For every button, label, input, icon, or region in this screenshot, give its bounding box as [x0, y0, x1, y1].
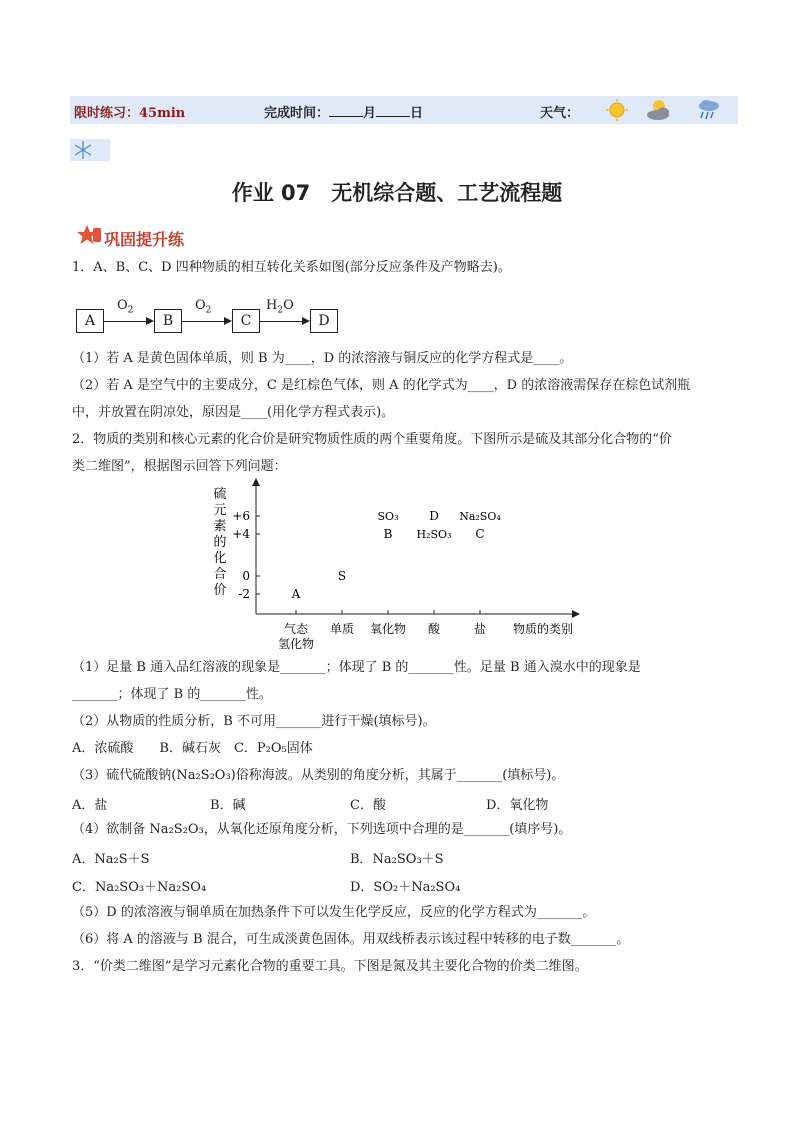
q1-part2-line2: 中，并放置在阴凉处，原因是____(用化学方程式表示)。 — [72, 405, 395, 420]
q2-part4: （4）欲制备 Na₂S₂O₃，从氧化还原角度分析，下列选项中合理的是_______(填序号)。 — [72, 822, 572, 837]
chart-point-H₂SO₃: H₂SO₃ — [416, 528, 452, 541]
flow-arrowhead-3 — [302, 317, 310, 325]
q3-stem: 3．“价类二维图”是学习元素化合物的重要工具。下图是氮及其主要化合物的价类二维图。 — [72, 959, 588, 974]
q1-part1: （1）若 A 是黄色固体单质，则 B 为____，D 的浓溶液与铜反应的化学方程式是____。 — [72, 351, 573, 366]
month-blank — [329, 104, 363, 117]
month-label: 月 — [363, 106, 377, 121]
chart-point-S: S — [337, 569, 347, 583]
completion-label: 完成时间： — [264, 106, 330, 121]
flow-arrow-3 — [260, 321, 302, 322]
flow-arrow-3-label: $H_2O$ — [266, 298, 294, 316]
sun-icon — [604, 98, 630, 122]
q2-p3-option-c: C．酸 — [350, 798, 386, 813]
x-tick-label: 氧化物 — [369, 622, 407, 636]
flow-box-b: B — [154, 309, 182, 333]
q2-p3-option-d: D．氧化物 — [486, 798, 549, 813]
q2-stem-line1: 2．物质的类别和核心元素的化合价是研究物质性质的两个重要角度。下图所示是硫及其部分化合物的“价 — [72, 432, 672, 447]
page-title: 作业 07 无机综合题、工艺流程题 — [231, 181, 563, 205]
q2-part2: （2）从物质的性质分析，B 不可用_______进行干燥(填标号)。 — [72, 714, 436, 729]
section-label: 巩固提升练 — [104, 230, 185, 249]
flow-arrow-1 — [104, 321, 146, 322]
chart-point-SO₃: SO₃ — [377, 510, 399, 523]
x-tick-label: 单质 — [329, 622, 355, 636]
x-axis-label: 物质的类别 — [512, 622, 574, 636]
q2-p3-option-b: B．碱 — [210, 798, 246, 813]
chart-point-Na₂SO₄: Na₂SO₄ — [459, 510, 501, 523]
time-limit: 限时练习：45min — [74, 106, 186, 121]
y-tick-label: +6 — [232, 509, 250, 523]
q2-part5: （5）D 的浓溶液与铜单质在加热条件下可以发生化学反应，反应的化学方程式为_______。 — [72, 905, 596, 920]
x-axis-arrow — [572, 610, 580, 618]
weather-label: 天气： — [540, 106, 580, 121]
q2-part3: （3）硫代硫酸钠(Na₂S₂O₃)俗称海波。从类别的角度分析，其属于_______(填标号)。 — [72, 768, 565, 783]
flow-box-c: C — [232, 309, 260, 333]
y-tick-label: 0 — [242, 569, 250, 583]
day-blank — [376, 104, 410, 117]
flow-arrow-2 — [182, 321, 224, 322]
star-icon — [76, 224, 102, 246]
chart-point-A: A — [291, 587, 301, 601]
y-axis-label: 硫元素的化合价 — [213, 487, 227, 598]
partly-cloudy-icon — [644, 96, 676, 124]
chart-point-C: C — [475, 527, 485, 541]
q2-p4-option-a: A．Na₂S＋S — [72, 852, 150, 867]
completion-time — [264, 102, 423, 121]
flow-box-a: A — [76, 309, 104, 333]
flow-box-d: D — [310, 309, 338, 333]
q2-stem-line2: 类二维图”，根据图示回答下列问题： — [72, 459, 287, 474]
q2-part2-options: A．浓硫酸 B．碱石灰 C．P₂O₅固体 — [72, 741, 313, 756]
chart-point-B: B — [383, 527, 393, 541]
flow-arrow-2-label: $O_2$ — [195, 298, 212, 316]
x-tick-label: 酸 — [427, 622, 441, 636]
flow-arrowhead-2 — [224, 317, 232, 325]
flow-arrowhead-1 — [146, 317, 154, 325]
rain-icon — [696, 97, 722, 123]
q2-p4-option-b: B．Na₂SO₃＋S — [350, 852, 444, 867]
q1-stem: 1．A、B、C、D 四种物质的相互转化关系如图(部分反应条件及产物略去)。 — [72, 260, 511, 275]
y-tick-label: -2 — [238, 587, 250, 601]
q1-part2-line1: （2）若 A 是空气中的主要成分，C 是红棕色气体，则 A 的化学式为____，D 的浓溶液需保存在棕色试剂瓶 — [72, 378, 691, 393]
q2-p3-option-a: A．盐 — [72, 798, 108, 813]
chart-point-D: D — [429, 509, 439, 523]
y-tick-label: +4 — [232, 527, 250, 541]
q2-part1-line1: （1）足量 B 通入品红溶液的现象是_______；体现了 B 的_______性。足量 B 通入溴水中的现象是 — [72, 660, 641, 675]
q2-p4-option-c: C．Na₂SO₃＋Na₂SO₄ — [72, 880, 207, 895]
q2-part1-line2: _______；体现了 B 的_______性。 — [72, 687, 272, 702]
y-axis-arrow — [252, 478, 260, 486]
q2-part6: （6）将 A 的溶液与 B 混合，可生成淡黄色固体。用双线桥表示该过程中转移的电子数_______。 — [72, 932, 630, 947]
x-tick-label: 气态氢化物 — [277, 622, 315, 651]
q2-p4-option-d: D．SO₂＋Na₂SO₄ — [350, 880, 461, 895]
day-label: 日 — [410, 106, 424, 121]
x-tick-label: 盐 — [473, 622, 487, 636]
snowflake-icon — [72, 140, 94, 160]
valence-class-chart — [200, 478, 590, 654]
flow-arrow-1-label: $O_2$ — [117, 298, 134, 316]
